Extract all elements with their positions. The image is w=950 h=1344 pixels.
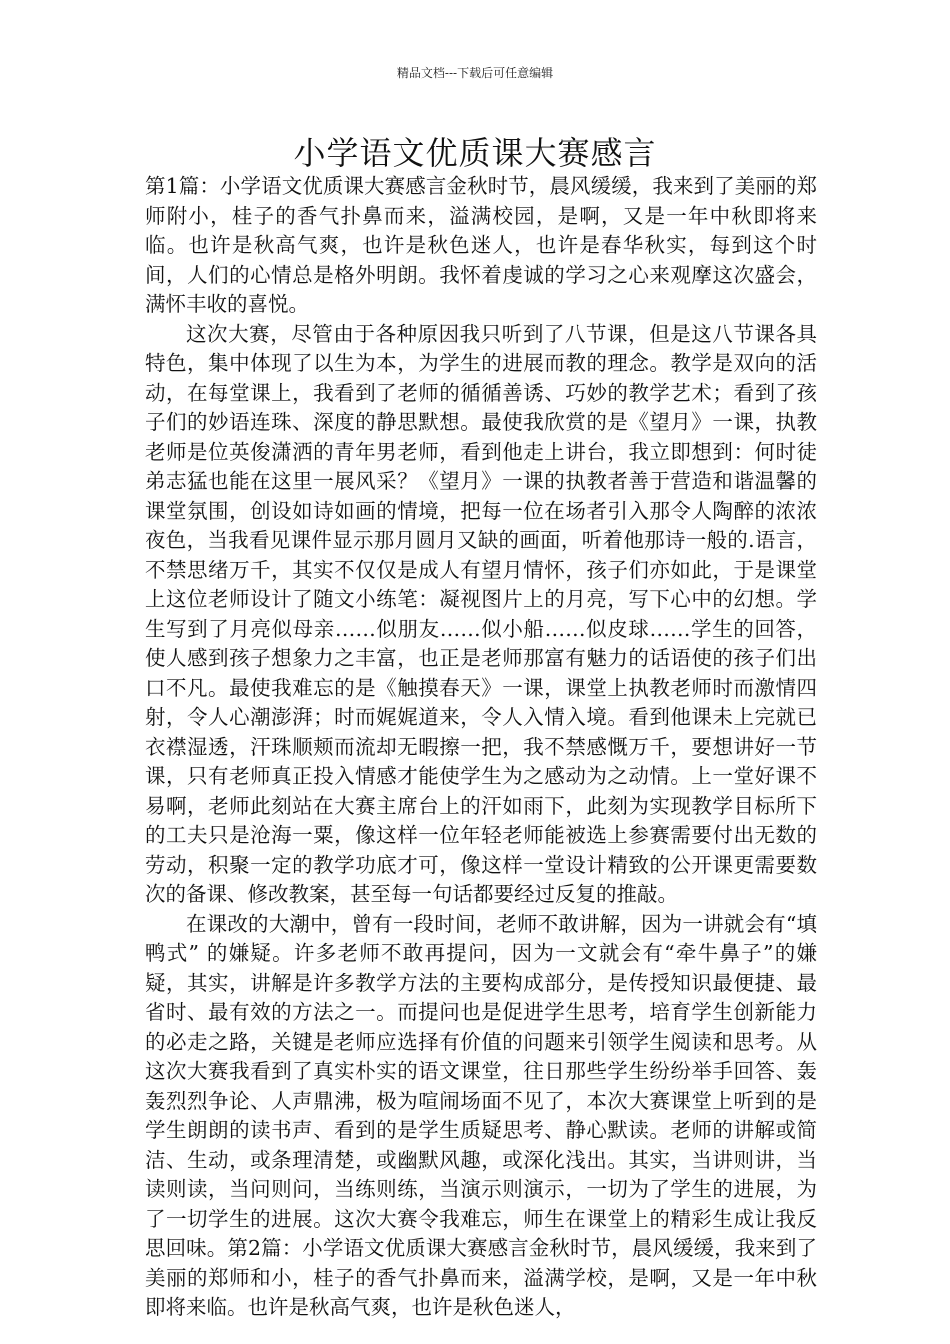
paragraph-3: 在课改的大潮中，曾有一段时间，老师不敢讲解，因为一讲就会有“填鸭式” 的嫌疑。许多老师不敢再提问，因为一文就会有“牵牛鼻子”的嫌疑，其实，讲解是许多教学方法的主要构成部分，是传授知识最便捷、最省时、最有效的方法之一。而提问也是促进学生思考，培育学生创新能力的必走之路，关键是老师应选择有价值的问题来引领学生阅读和思考。从这次大赛我看到了真实朴实的语文课堂，往日那些学生纷纷举手回答、轰轰烈烈争论、人声鼎沸，极为喧闹场面不见了，本次大赛课堂上听到的是学生朗朗的读书声、看到的是学生质疑思考、静心默读。老师的讲解或简洁、生动，或条理清楚，或幽默风趣，或深化浅出。其实，当讲则讲，当读则读，当问则问，当练则练，当演示则演示，一切为了学生的进展，为了一切学生的进展。这次大赛令我难忘，师生在课堂上的精彩生成让我反思回味。第2篇：小学语文优质课大赛感言金秋时节，晨风缓缓，我来到了美丽的郑师和小，桂子的香气扑鼻而来，溢满学校，是啊，又是一年中秋即将来临。也许是秋高气爽，也许是秋色迷人， (145, 911, 817, 1319)
page-header-note: 精品文档---下载后可任意编辑 (396, 66, 554, 80)
document-body (145, 172, 817, 1323)
paragraph-1: 第1篇：小学语文优质课大赛感言金秋时节，晨风缓缓，我来到了美丽的郑师附小，桂子的香气扑鼻而来，溢满校园，是啊，又是一年中秋即将来临。也许是秋高气爽，也许是秋色迷人，也许是春华秋实，每到这个时间，人们的心情总是格外明朗。我怀着虔诚的学习之心来观摩这次盛会，满怀丰收的喜悦。 (145, 174, 817, 316)
paragraph-2: 这次大赛，尽管由于各种原因我只听到了八节课，但是这八节课各具特色，集中体现了以生为本，为学生的进展而教的理念。教学是双向的活动，在每堂课上，我看到了老师的循循善诱、巧妙的教学艺术；看到了孩子们的妙语连珠、深度的静思默想。最使我欣赏的是《望月》一课，执教老师是位英俊潇洒的青年男老师，看到他走上讲台，我立即想到：何时徒弟志猛也能在这里一展风采？《望月》一课的执教者善于营造和谐温馨的课堂氛围，创设如诗如画的情境，把每一位在场者引入那令人陶醉的浓浓夜色，当我看见课件显示那月圆月又缺的画面，听着他那诗一般的.语言，不禁思绪万千，其实不仅仅是成人有望月情怀，孩子们亦如此，于是课堂上这位老师设计了随文小练笔：凝视图片上的月亮，写下心中的幻想。学生写到了月亮似母亲……似朋友……似小船……似皮球……学生的回答，使人感到孩子想象力之丰富，也正是老师那富有魅力的话语使的孩子们出口不凡。最使我难忘的是《触摸春天》一课，课堂上执教老师时而激情四射，令人心潮澎湃；时而娓娓道来，令人入情入境。看到他课未上完就已衣襟湿透，汗珠顺颊而流却无暇擦一把，我不禁感慨万千，要想讲好一节课，只有老师真正投入情感才能使学生为之感动为之动情。上一堂好课不易啊，老师此刻站在大赛主席台上的汗如雨下，此刻为实现教学目标所下的工夫只是沧海一粟，像这样一位年轻老师能被选上参赛需要付出无数的劳动，积聚一定的教学功底才可，像这样一堂设计精致的公开课更需要数次的备课、修改教案，甚至每一句话都要经过反复的推敲。 (145, 321, 817, 906)
document-title: 小学语文优质课大赛感言 (293, 134, 657, 172)
